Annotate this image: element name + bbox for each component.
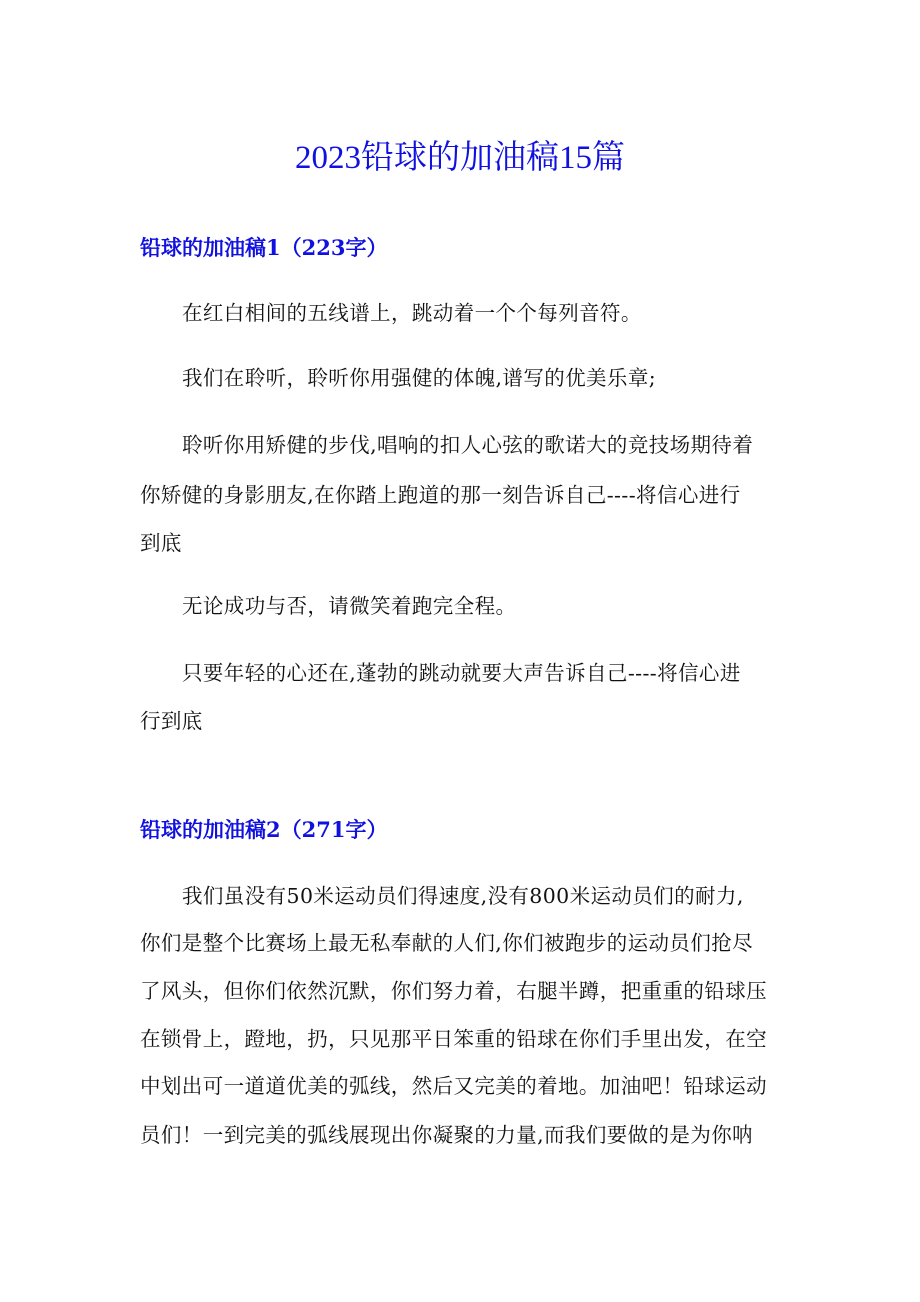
paragraph-line: 你们是整个比赛场上最无私奉献的人们,你们被跑步的运动员们抢尽 — [140, 931, 754, 955]
paragraph-line: 我们在聆听，聆听你用强健的体魄,谱写的优美乐章; — [182, 366, 657, 390]
paragraph-line: 你矫健的身影朋友,在你踏上跑道的那一刻告诉自己----将信心进行 — [140, 483, 741, 507]
document-title: 2023铅球的加油稿15篇 — [295, 140, 625, 176]
paragraph-line: 行到底 — [140, 709, 203, 733]
paragraph-line: 无论成功与否，请微笑着跑完全程。 — [182, 594, 517, 618]
paragraph-line: 员们！一到完美的弧线展现出你凝聚的力量,而我们要做的是为你呐 — [140, 1123, 754, 1147]
paragraph-line: 了风头，但你们依然沉默，你们努力着，右腿半蹲，把重重的铅球压 — [140, 979, 767, 1003]
paragraph-line: 在红白相间的五线谱上，跳动着一个个每列音符。 — [182, 301, 642, 325]
paragraph-line: 在锁骨上，蹬地，扔，只见那平日笨重的铅球在你们手里出发，在空 — [140, 1027, 767, 1051]
section-heading-2: 铅球的加油稿2（271字） — [140, 817, 388, 842]
paragraph-line: 我们虽没有50米运动员们得速度,没有800米运动员们的耐力, — [182, 884, 744, 908]
section-heading-1: 铅球的加油稿1（223字） — [140, 235, 388, 260]
paragraph-line: 只要年轻的心还在,蓬勃的跳动就要大声告诉自己----将信心进 — [182, 661, 741, 685]
paragraph-line: 中划出可一道道优美的弧线，然后又完美的着地。加油吧！铅球运动 — [140, 1074, 767, 1098]
paragraph-line: 聆听你用矫健的步伐,唱响的扣人心弦的歌诺大的竞技场期待着 — [182, 433, 754, 457]
paragraph-line: 到底 — [140, 531, 182, 555]
